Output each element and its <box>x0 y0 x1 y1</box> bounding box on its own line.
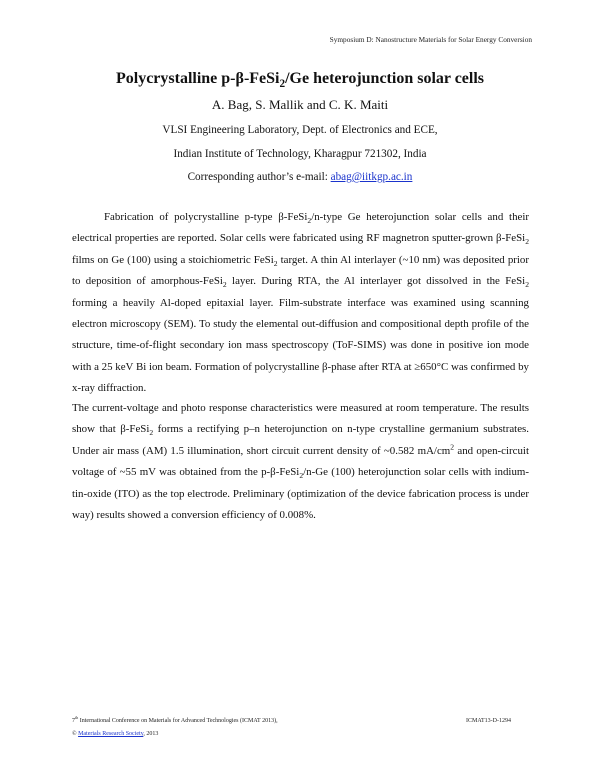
affiliation-line-2: Indian Institute of Technology, Kharagpur 721302, India <box>173 148 427 160</box>
affiliation-line-1: VLSI Engineering Laboratory, Dept. of Electronics and ECE, <box>162 124 438 136</box>
abstract-paragraph-2: The current-voltage and photo response characteristics were measured at room temperature. The results show that β-FeSi$_2$ forms a rectifying p–n heterojunction on n-type crystalline germanium substrates. Under air mass (AM) 1.5 illumination, short circuit current density of ~0.582 $mA/cm^2$ and open-circuit voltage of ~55 mV was obtained from the p-β-FeSi$_2$/n-Ge (100) heterojunction solar cells with indium-tin-oxide (ITO) as the top electrode. Preliminary (optimization of the device fabrication process is under way) results showed a conversion efficiency of 0.008%. <box>72 402 529 522</box>
footer-paper-id: ICMAT13-D-1294 <box>466 718 511 724</box>
authors: A. Bag, S. Mallik and C. K. Maiti <box>211 97 389 112</box>
email-link[interactable]: abag@iitkgp.ac.in <box>330 171 413 183</box>
corresponding-author: Corresponding author’s e-mail: abag@iitkgp.ac.in <box>187 171 413 183</box>
footer-conference: 7th International Conference on Materials for Advanced Technologies (ICMAT 2013), <box>72 715 278 724</box>
society-link[interactable]: Materials Research Society <box>78 731 144 737</box>
paper-title: Polycrystalline p-β-FeSi$_2$/Ge heterojunction solar cells <box>115 70 485 91</box>
abstract-paragraph-1: Fabrication of polycrystalline p-type β-FeSi$_2$/n-type Ge heterojunction solar cells and their electrical properties are reported. Solar cells were fabricated using RF magnetron sputter-grown β-FeSi$_2$ films on Ge (100) using a stoichiometric FeSi$_2$ target. A thin Al interlayer (~10 nm) was deposited prior to deposition of amorphous-FeSi$_2$ layer. During RTA, the Al interlayer got dissolved in the FeSi$_2$ forming a heavily Al-doped epitaxial layer. Film-substrate interface was examined using scanning electron microscopy (SEM). To study the elemental out-diffusion and compositional depth profile of the structure, time-of-flight secondary ion mass spectroscopy (ToF-SIMS) was done in positive ion mode with a 25 keV Bi ion beam. Formation of polycrystalline β-phase after RTA at ≥650°C was confirmed by x-ray diffraction. <box>72 211 529 395</box>
running-head: Symposium D: Nanostructure Materials for Solar Energy Conversion <box>329 35 532 44</box>
footer-copyright: © Materials Research Society, 2013 <box>72 731 159 737</box>
